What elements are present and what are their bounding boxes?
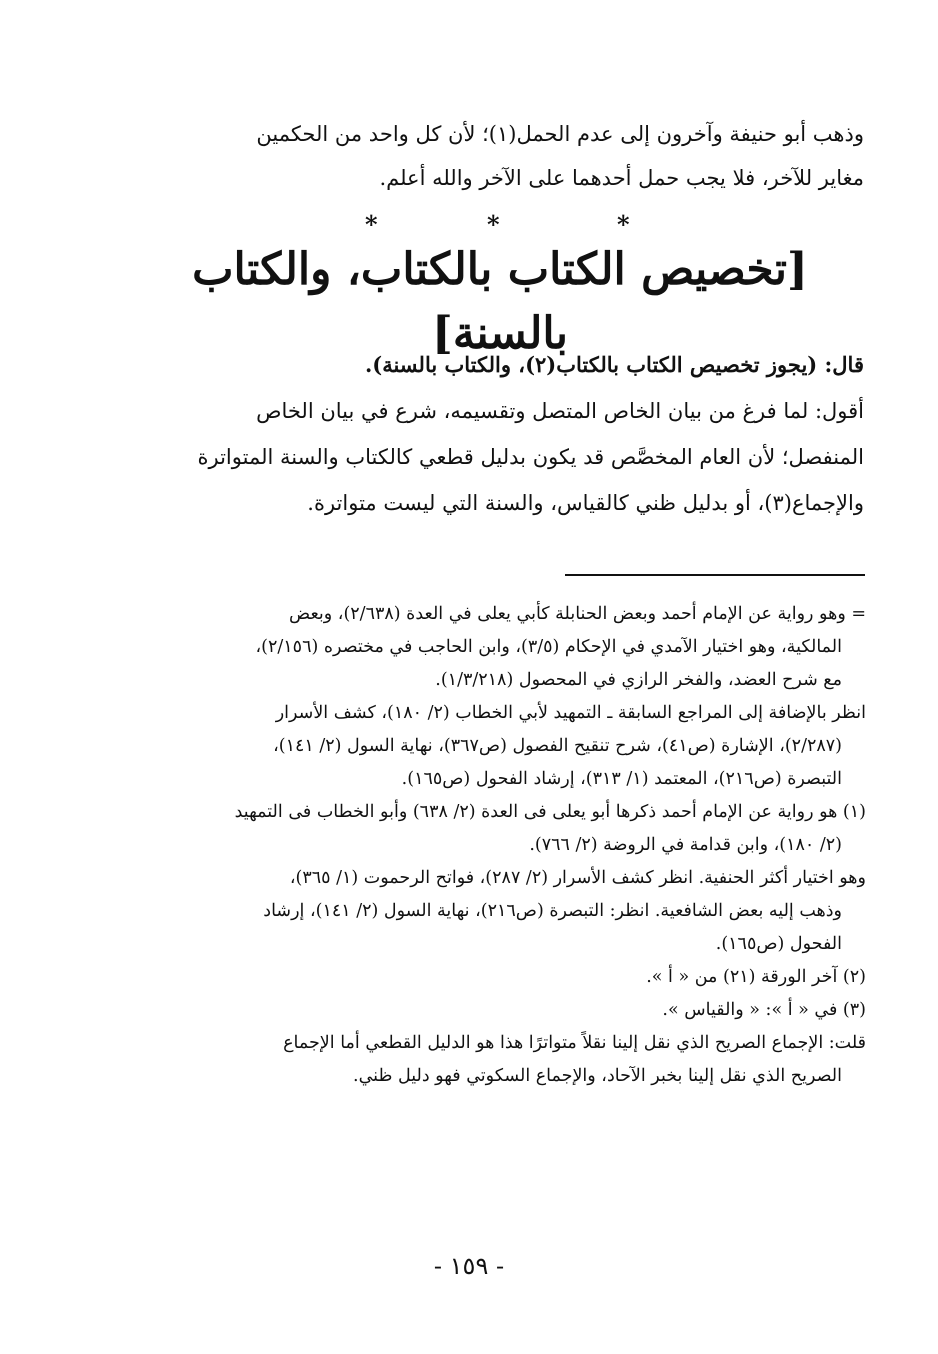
star-separator	[0, 210, 938, 240]
footnote-divider	[565, 574, 865, 576]
section-body	[130, 342, 864, 526]
footnote-line: قلت: الإجماع الصريح الذي نقل إلينا نقلاً متواترًا هذا هو الدليل القطعي أما الإجماع	[283, 1033, 866, 1053]
paragraph-line: مغاير للآخر، فلا يجب حمل أحدهما على الآخر والله أعلم.	[379, 166, 864, 190]
footnote	[130, 1027, 866, 1093]
footnote	[130, 862, 866, 961]
footnote-line: (٣) في « أ »: « والقياس ».	[662, 1000, 866, 1020]
footnote-line: الفحول (ص١٦٥).	[715, 934, 842, 954]
footnote-line: = وهو رواية عن الإمام أحمد وبعض الحنابلة كأبي يعلى في العدة (٢/٦٣٨)، وبعض	[289, 604, 866, 624]
page-number: - ١٥٩ -	[433, 1252, 505, 1280]
footnote	[130, 697, 866, 796]
section-heading: [تخصيص الكتاب بالكتاب، والكتاب بالسنة]	[192, 244, 808, 359]
commentary-line: المنفصل؛ لأن العام المخصَّص قد يكون بدليل قطعي كالكتاب والسنة المتواترة	[197, 445, 864, 469]
paragraph-line: وذهب أبو حنيفة وآخرون إلى عدم الحمل(١)؛ لأن كل واحد من الحكمين	[256, 122, 864, 146]
asterisk-icon: *	[487, 210, 500, 239]
footnote-line: (٢/ ١٨٠)، وابن قدامة في الروضة (٢/ ٧٦٦).	[529, 835, 842, 855]
footnote-line: التبصرة (ص٢١٦)، المعتمد (١/ ٣١٣)، إرشاد الفحول (ص١٦٥).	[401, 769, 842, 789]
footnote-line: وهو اختيار أكثر الحنفية. انظر كشف الأسرار (٢/ ٢٨٧)، فواتح الرحموت (١/ ٣٦٥)،	[289, 868, 866, 888]
asterisk-icon: *	[365, 210, 378, 239]
commentary-line: أقول: لما فرغ من بيان الخاص المتصل وتقسيمه، شرع في بيان الخاص	[256, 399, 864, 423]
footnote	[130, 994, 866, 1027]
footnote-line: وذهب إليه بعض الشافعية. انظر: التبصرة (ص٢١٦)، نهاية السول (٢/ ١٤١)، إرشاد	[263, 901, 842, 921]
footnote	[130, 598, 866, 697]
footnote-line: مع شرح العضد، والفخر الرازي في المحصول (١/٣/٢١٨).	[435, 670, 842, 690]
footnote-line: الصريح الذي نقل إلينا بخبر الآحاد، والإجماع السكوتي فهو دليل ظني.	[353, 1066, 842, 1086]
footnote-line: (٢/٢٨٧)، الإشارة (ص٤١)، شرح تنقيح الفصول (ص٣٦٧)، نهاية السول (٢/ ١٤١)،	[273, 736, 842, 756]
opening-paragraph	[130, 112, 864, 200]
footnotes	[130, 598, 866, 1093]
footnote-line: (٢) آخر الورقة (٢١) من « أ ».	[646, 967, 866, 987]
qala-statement: قال: (يجوز تخصيص الكتاب بالكتاب(٢)، والكتاب بالسنة).	[364, 352, 864, 377]
footnote	[130, 961, 866, 994]
commentary-line: والإجماع(٣)، أو بدليل ظني كالقياس، والسنة التي ليست متواترة.	[307, 491, 864, 515]
asterisk-icon: *	[617, 210, 630, 239]
footnote-line: المالكية، وهو اختيار الآمدي في الإحكام (٣/٥)، وابن الحاجب في مختصره (٢/١٥٦)،	[255, 637, 842, 657]
footnote-line: انظر بالإضافة إلى المراجع السابقة ـ التمهيد لأبي الخطاب (٢/ ١٨٠)، كشف الأسرار	[275, 703, 866, 723]
footnote	[130, 796, 866, 862]
footnote-line: (١) هو رواية عن الإمام أحمد ذكرها أبو يعلى فى العدة (٢/ ٦٣٨) وأبو الخطاب فى التمهيد	[234, 802, 866, 822]
